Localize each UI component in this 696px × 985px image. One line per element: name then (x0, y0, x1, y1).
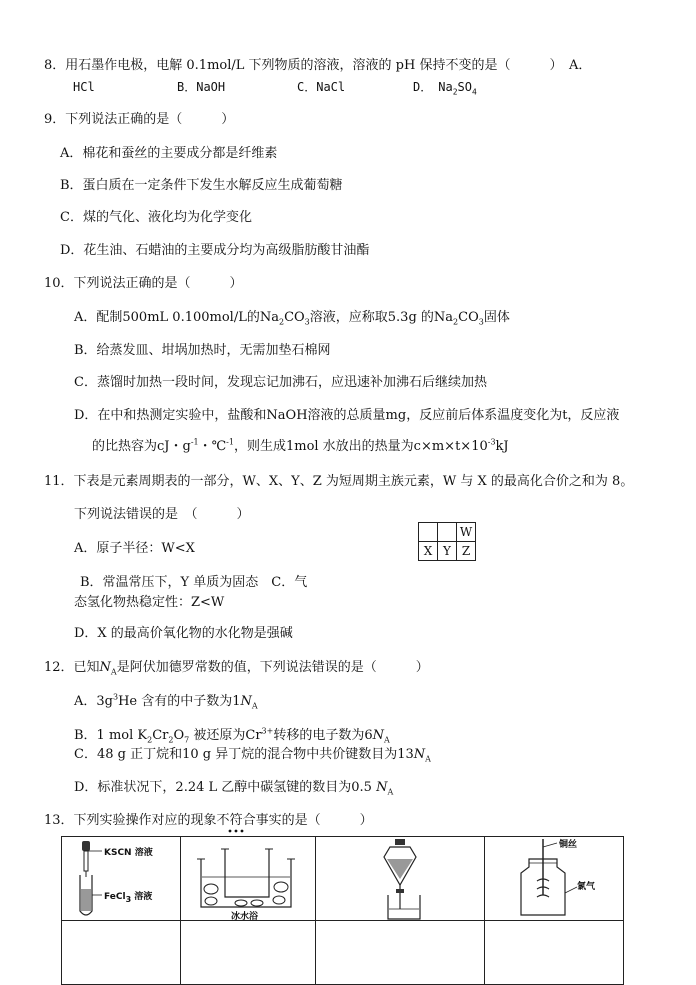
emphasis-dot-word: 不 (216, 813, 230, 828)
kscn-label: KSCN 溶液 (104, 848, 153, 858)
q11-option-a: A．原子半径：W<X (74, 541, 195, 556)
exp-cell-kscn (62, 837, 181, 921)
q10-option-d-cont: 的比热容为cJ・$g^{-1}$・℃$^{-1}$，则生成1mol 水放出的热量为$c\times m\times t\times 10^{-3}kJ$ (92, 437, 509, 454)
q12-option-c: C．48 g 正丁烷和10 g 异丁烷的混合物中共价键数目为$13N_A$ (74, 747, 431, 764)
q11-option-b: B．常温常压下，Y 单质为固态 C．气 (80, 575, 308, 590)
ptable-cell-w: W (457, 523, 476, 542)
q11-stem: 11．下表是元素周期表的一部分，W、X、Y、Z 为短周期主族元素，W 与 X 的最高化合价之和为 8。 (44, 474, 634, 489)
chlorine-label: 氯气 (577, 882, 596, 892)
q12-stem: 12．已知$N_A$是阿伏加德罗常数的值，下列说法错误的是（ ） (44, 660, 429, 677)
emphasis-dots (227, 827, 247, 835)
ptable-cell-y: Y (438, 542, 457, 561)
q9-stem: 9．下列说法正确的是（ ） (44, 112, 235, 127)
q8-option-b: B．NaOH (177, 80, 226, 94)
q11-option-c-cont: 态氢化物热稳定性：Z<W (74, 595, 225, 610)
q8-stem: 8．用石墨作电极，电解 0.1mol/L 下列物质的溶液，溶液的 pH 保持不变的是（ ） A． (44, 58, 592, 73)
gas-jar-copper-wire-icon (485, 837, 623, 921)
q10-option-a: A．配制500mL 0.100mol/L的$Na_2CO_3$溶液，应称取5.3g 的$Na_2CO_3$固体 (74, 310, 510, 327)
exp-cell-blank (485, 921, 624, 985)
q9-option-d: D．花生油、石蜡油的主要成分均为高级脂肪酸甘油酯 (60, 243, 370, 258)
separatory-funnel-icon (316, 837, 484, 921)
fecl3-label: FeCl$_3$ 溶液 (104, 892, 153, 904)
q9-option-a: A．棉花和蚕丝的主要成分都是纤维素 (60, 146, 278, 161)
ptable-cell-x: X (419, 542, 438, 561)
q10-option-d: D．在中和热测定实验中，盐酸和NaOH溶液的总质量mg，反应前后体系温度变化为t，反应液 (74, 408, 620, 423)
periodic-table-fragment (418, 522, 476, 561)
exp-cell-blank (62, 921, 181, 985)
ptable-cell-empty (438, 523, 457, 542)
q10-stem: 10．下列说法正确的是（ ） (44, 276, 243, 291)
q11-substem: 下列说法错误的是 （ ） (74, 507, 250, 522)
exp-cell-funnel (316, 837, 485, 921)
q8-option-d: D． $Na_2SO_4$ (413, 80, 477, 97)
q10-option-c: C．蒸馏时加热一段时间，发现忘记加沸石，应迅速补加沸石后继续加热 (74, 375, 487, 390)
q12-option-b: B．1 mol $K_2Cr_2O_7$ 被还原为$Cr^{3+}$转移的电子数为$6N_A$ (74, 726, 390, 745)
q8-option-a: HCl (73, 80, 95, 94)
q12-option-d: D．标准状况下，2.24 L 乙醇中碳氢键的数目为0.5 $N_A$ (74, 780, 394, 797)
q10-option-b: B．给蒸发皿、坩埚加热时，无需加垫石棉网 (74, 343, 331, 358)
exp-cell-icebath (181, 837, 316, 921)
q11-option-d: D．X 的最高价氧化物的水化物是强碱 (74, 626, 293, 641)
q9-option-b: B．蛋白质在一定条件下发生水解反应生成葡萄糖 (60, 178, 343, 193)
copper-wire-label: 铜丝 (559, 840, 578, 850)
exp-cell-blank (181, 921, 316, 985)
ptable-cell-z: Z (457, 542, 476, 561)
ptable-cell-empty (419, 523, 438, 542)
q8-option-c: C．NaCl (297, 80, 346, 94)
q13-stem: 13．下列实验操作对应的现象不符合事实的是（ ） (44, 813, 373, 828)
ice-bath-label: 冰水浴 (231, 912, 259, 922)
q9-option-c: C．煤的气化、液化均为化学变化 (60, 210, 252, 225)
q12-option-a: A．$3g^3He$ 含有的中子数为$1N_A$ (74, 692, 258, 711)
experiment-table (61, 836, 624, 985)
exp-cell-blank (316, 921, 485, 985)
exp-cell-copper (485, 837, 624, 921)
